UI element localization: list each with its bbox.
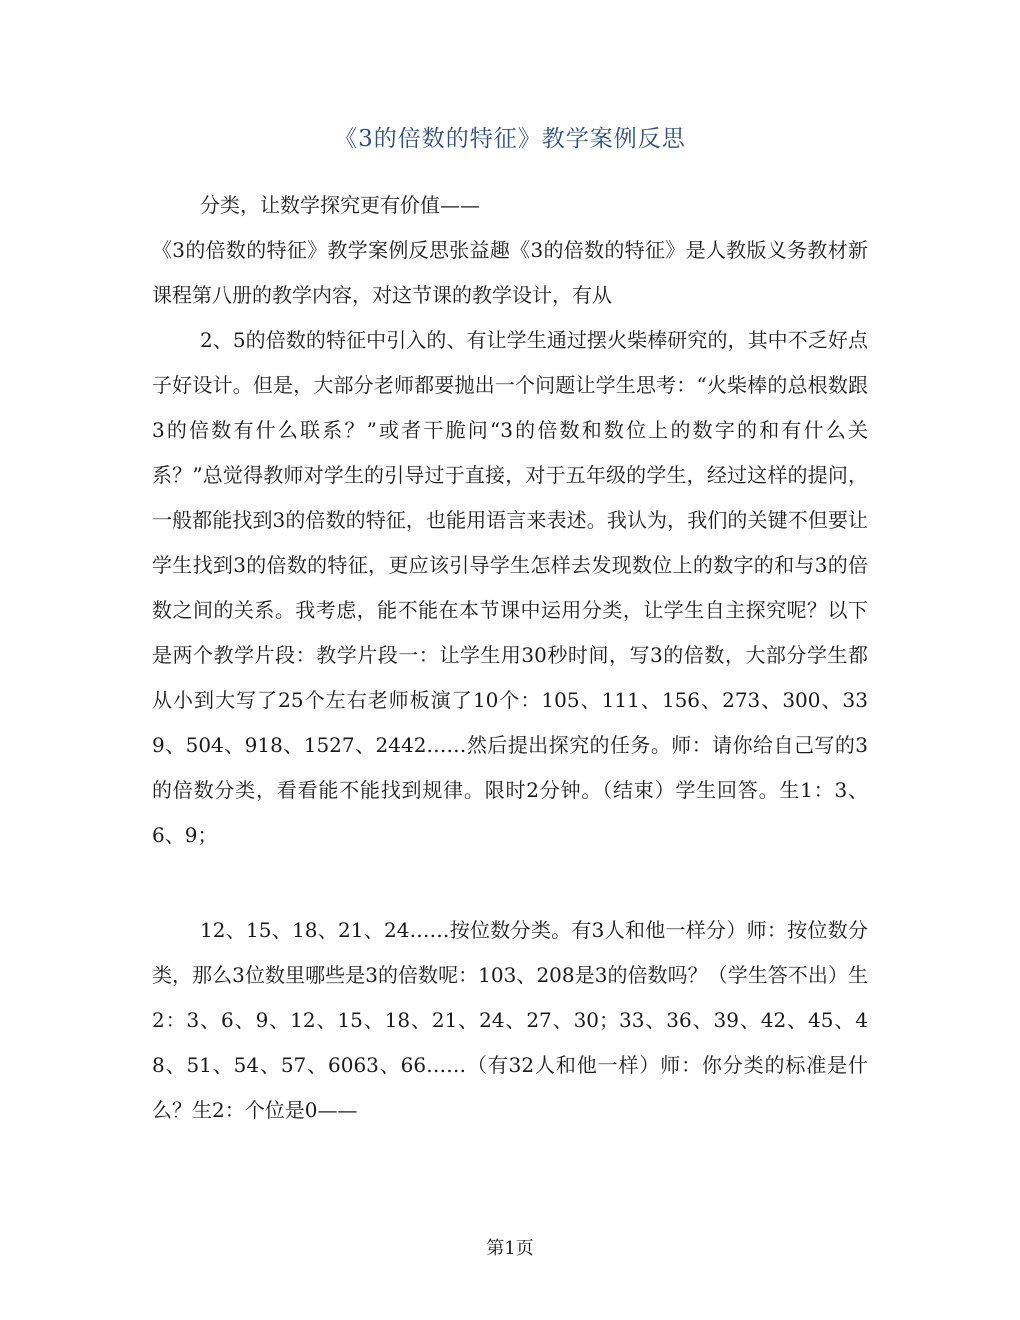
paragraph-intro: 《3的倍数的特征》教学案例反思张益趣《3的倍数的特征》是人教版义务教材新课程第八册的教学内容，对这节课的教学设计，有从 (152, 238, 868, 307)
page-title: 《3的倍数的特征》教学案例反思 (334, 126, 686, 152)
paragraph-main: 2、5的倍数的特征中引入的、有让学生通过摆火柴棒研究的，其中不乏好点子好设计。但是，大部分老师都要抛出一个问题让学生思考：“火柴棒的总根数跟3的倍数有什么联系？”或者干脆问“3的倍数和数位上的数字的和有什么关系？”总觉得教师对学生的引导过于直接，对于五年级的学生，经过这样的提问，一般都能找到3的倍数的特征，也能用语言来表述。我认为，我们的关键不但要让学生找到3的倍数的特征，更应该引导学生怎样去发现数位上的数字的和与3的倍数之间的关系。我考虑，能不能在本节课中运用分类，让学生自主探究呢？以下是两个教学片段：教学片段一：让学生用30秒时间，写3的倍数，大部分学生都从小到大写了25个左右老师板演了10个：105、111、156、273、300、339、504、918、1527、2442……然后提出探究的任务。师：请你给自己写的3的倍数分类，看看能不能找到规律。限时2分钟。（结束）学生回答。生1：3、6、9； (152, 328, 868, 847)
paragraph-subtitle: 分类，让数学探究更有价值—— (200, 193, 480, 217)
paragraph-continued: 12、15、18、21、24……按位数分类。有3人和他一样分）师：按位数分类，那么3位数里哪些是3的倍数呢：103、208是3的倍数吗？（学生答不出）生2：3、6、9、12、15、18、21、24、27、30；33、36、39、42、45、48、51、54、57、6063、66……（有32人和他一样）师：你分类的标准是什么？生2：个位是0—— (152, 918, 868, 1122)
page-number-footer: 第1页 (486, 1238, 534, 1259)
